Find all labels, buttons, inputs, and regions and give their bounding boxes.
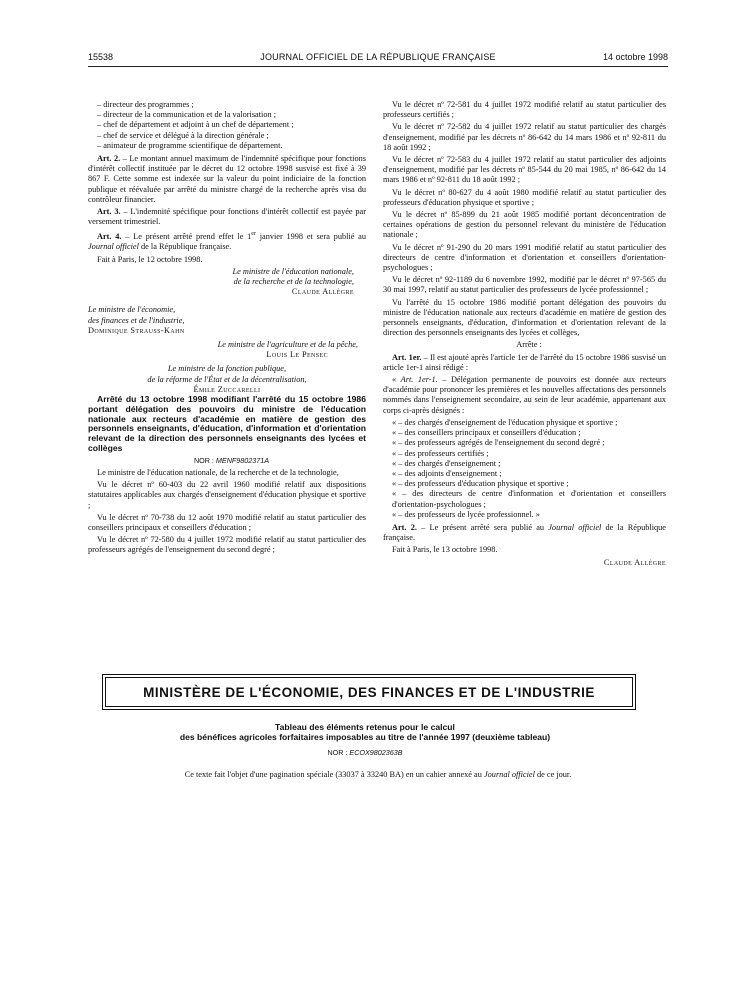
signature-allegre: Claude Allègre [603,557,666,567]
visa-paragraph: Vu le décret nº 85-899 du 21 août 1985 modifié portant déconcentration de certaines opérations de gestion du personnel relevant du ministère de l'éducation nationale ; [383,210,666,240]
function-list [88,100,366,151]
article-4: Art. 4. – Le présent arrêté prend effet le 1er janvier 1998 et sera publié au Journal officiel de la République française. [88,231,366,252]
fait-a-paris-right: Fait à Paris, le 13 octobre 1998. [392,545,498,555]
arrete-label: Arrête : [516,340,542,350]
list-item: « – des conseillers principaux et conseillers d'éducation ; [392,428,581,438]
visa-paragraph: Vu le décret nº 72-580 du 4 juillet 1972 modifié relatif au statut particulier des professeurs agrégés de l'enseignement du second degré ; [88,535,366,555]
list-item: « – des adjoints d'enseignement ; [392,468,502,478]
ministry-heading: MINISTÈRE DE L'ÉCONOMIE, DES FINANCES ET DE L'INDUSTRIE [105,677,633,707]
list-item: « – des professeurs agrégés de l'enseignement du second degré ; [392,438,605,448]
list-item: – chef de département et adjoint à un chef de département ; [97,120,294,130]
fait-a-paris: Fait à Paris, le 12 octobre 1998. [97,254,203,264]
visa-paragraph: Vu le décret nº 92-1189 du 6 novembre 1992, modifié par le décret nº 97-565 du 30 mai 1997, relatif au statut particulier des professeurs de lycée professionnel ; [383,275,666,295]
page-number: 15538 [88,52,114,62]
corps-list [383,418,666,520]
list-item: – directeur de la communication et de la valorisation ; [97,110,277,120]
list-item: – animateur de programme scientifique de département. [97,140,283,150]
visa-paragraph: Vu le décret nº 72-582 du 4 juillet 1972 relatif au statut particulier des chargés d'enseignement, modifié par les décrets nº 86-642 du 14 mars 1986 et nº 92-811 du 18 août 1992 ; [383,122,666,152]
issue-date: 14 octobre 1998 [602,52,668,62]
visa-paragraph: Vu le décret nº 72-581 du 4 juillet 1972 modifié relatif au statut particulier des professeurs certifiés ; [383,100,666,120]
journal-title: JOURNAL OFFICIEL DE LA RÉPUBLIQUE FRANÇAISE [260,52,496,62]
visa-paragraph: Vu l'arrêté du 15 octobre 1986 modifié portant délégation des pouvoirs du ministre de l'éducation nationale aux recteurs d'académie en matière de gestion des personnels enseignants, d'éducation, d'information et d'orientation relevant de la direction des personnels enseignants des lycées et collèges, [383,297,666,338]
visa-paragraph: Vu le décret nº 70-738 du 12 août 1970 modifié relatif au statut particulier des conseillers principaux et conseillers d'éducation ; [88,512,366,533]
list-item: « – des chargés d'enseignement ; [392,458,501,468]
list-item: « – des professeurs d'éducation physique et sportive ; [392,479,569,489]
tableau-nor-reference: NOR : ECOX9802363B [327,748,403,757]
article-1: Art. 1er. – Il est ajouté après l'article 1er de l'arrêté du 15 octobre 1986 susvisé un article 1er-1 ainsi rédigé : [383,352,666,372]
article-2: Art. 2. – Le montant annuel maximum de l'indemnité spécifique pour fonctions d'intérêt collectif instituée par le décret du 12 octobre 1998 susvisé est fixé à 39 867 F. Cette somme est indexée sur la valeur du point indiciaire de la fonction publique et réévaluée par arrêté du ministre chargé de la recherche après visa du contrôleur financier. [88,154,366,204]
right-column [383,100,666,568]
closing-note: Ce texte fait l'objet d'une pagination spéciale (33037 à 33240 BA) en un cahier annexé au Journal officiel de ce jour. [184,770,572,779]
visa-paragraph: Vu le décret nº 72-583 du 4 juillet 1972 relatif au statut particulier des adjoints d'enseignement, modifié par les décrets nº 85-544 du 20 mai 1985, nº 86-642 du 14 mars 1986 et nº 92-811 du 18 août 1992 ; [383,155,666,185]
tableau-title: Tableau des éléments retenus pour le calcul des bénéfices agricoles forfaitaires imposables au titre de l'année 1997 (deuxième tableau) [179,722,551,742]
list-item: – chef de service et délégué à la direction générale ; [97,130,269,140]
left-column [88,100,366,558]
list-item: – directeur des programmes ; [97,100,194,109]
list-item: « – des professeurs certifiés ; [392,448,489,458]
intro-paragraph: Le ministre de l'éducation nationale, de la recherche et de la technologie, [97,468,339,478]
article-1-1: « Art. 1er-1. – Délégation permanente de pouvoirs est donnée aux recteurs d'académie pour prononcer les premières et les nouvelles affectations des personnels nommés dans l'enseignement secondaire, au sein de leur académie, appartenant aux corps ci-après désignés : [383,375,666,415]
article-2-right: Art. 2. – Le présent arrêté sera publié au Journal officiel de la République française. [383,522,666,543]
signature-agriculture: Le ministre de l'agriculture et de la pêche, Louis Le Pensec [217,340,358,360]
list-item: « – des directeurs de centre d'information et d'orientation et conseillers d'orientation-psychologues ; [392,489,666,509]
page-header [88,50,668,67]
nor-reference: NOR : MENF9802371A [193,455,270,465]
list-item: « – des chargés d'enseignement de l'éducation physique et sportive ; [392,417,618,427]
visa-paragraph: Vu le décret nº 91-290 du 20 mars 1991 modifié relatif au statut particulier des directeurs de centre d'information et d'orientation et conseillers d'orientation-psychologues ; [383,242,666,273]
visa-paragraph: Vu le décret nº 80-627 du 4 août 1980 modifié relatif au statut particulier des professeurs d'éducation physique et sportive ; [383,187,666,207]
visa-paragraph: Vu le décret nº 60-403 du 22 avril 1960 modifié relatif aux dispositions statutaires applicables aux chargés d'enseignement d'éducation physique et sportive ; [88,480,366,510]
list-item: « – des professeurs de lycée professionnel. » [392,509,540,519]
signature-fonction-publique: Le ministre de la fonction publique, de la réforme de l'État et de la décentralisation, Émile Zuccarelli [147,364,307,394]
article-3: Art. 3. – L'indemnité spécifique pour fonctions d'intérêt collectif est payée par versement trimestriel. [88,207,366,227]
arrete-title: Arrêté du 13 octobre 1998 modifiant l'arrêté du 15 octobre 1986 portant délégation des pouvoirs du ministre de l'éducation nationale aux recteurs d'académie en matière de gestion des personnels enseignants, d'éducation, d'information et d'orientation relevant de la direction des personnels enseignants des lycées et collèges [88,394,366,454]
signature-education: Le ministre de l'éducation nationale, de la recherche et de la technologie, Claude Allègre [232,266,354,297]
signature-economie: Le ministre de l'économie, des finances et de l'industrie, Dominique Strauss-Kahn [88,305,185,335]
